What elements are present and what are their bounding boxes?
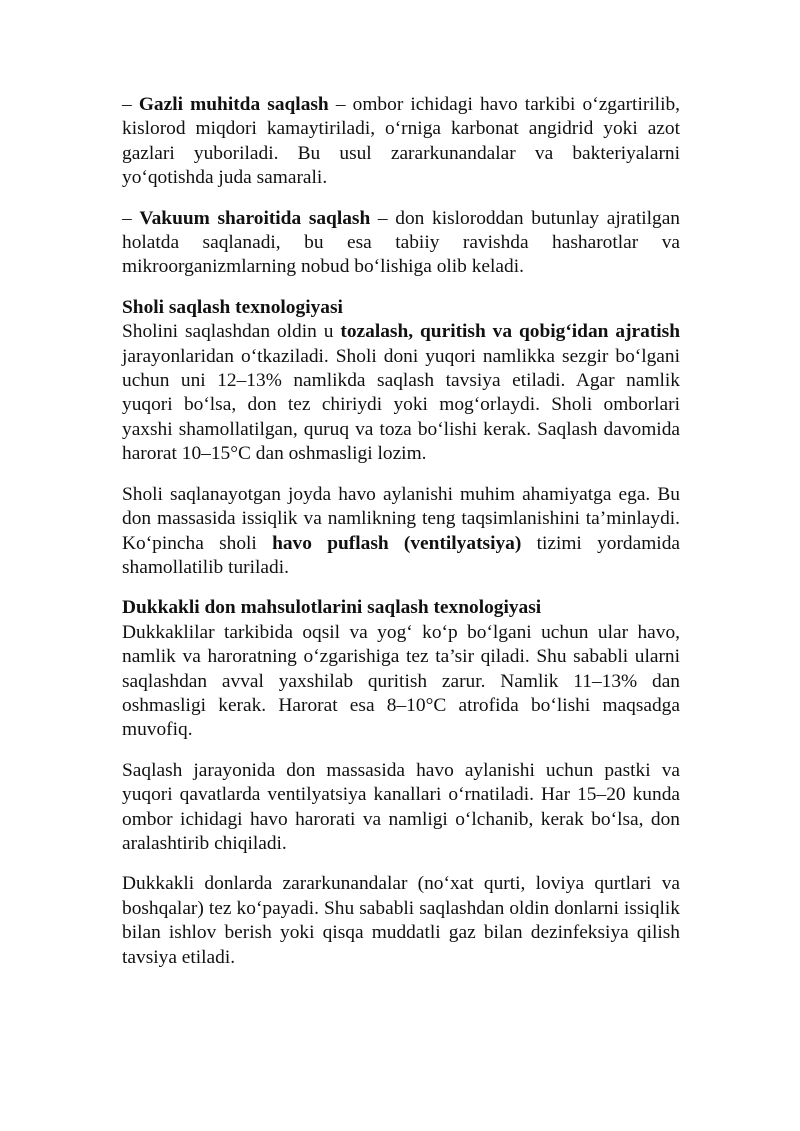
paragraph-text: tizimi yordamida shamollatilib turiladi. (122, 532, 680, 578)
paragraph-text: Sholini saqlashdan oldin u (122, 321, 341, 343)
heading-dukkakli: Dukkakli don mahsulotlarini saqlash texnologiyasi (122, 597, 542, 619)
paragraph-text: Sholi saqlanayotgan joyda havo aylanishi muhim ahamiyatga ega. Bu don massasida issiqlik va namlikning teng taqsimlanishini ta’minlaydi. Ko‘pincha sholi (122, 483, 680, 554)
term-ventilation: havo puflash (ventilyatsiya) (272, 532, 522, 554)
paragraph-dukkakli-1: Dukkaklilar tarkibida oqsil va yog‘ ko‘p bo‘lgani uchun ular havo, namlik va haroratning o‘zgarishiga tez ta’sir qiladi. Shu sababli ularni saqlashdan avval yaxshilab quritish zarur. Namlik 11–13% dan oshmasligi kerak. Harorat esa 8–10°C atrofida bo‘lishi maqsadga muvofiq. (122, 621, 680, 741)
list-dash: – (122, 207, 140, 229)
paragraph-sholi-1 (122, 320, 680, 466)
paragraph-dukkakli-3: Dukkakli donlarda zararkunandalar (no‘xat qurti, loviya qurtlari va boshqalar) tez ko‘payadi. Shu sababli saqlashdan oldin donlarni issiqlik bilan ishlov berish yoki qisqa muddatli gaz bilan dezinfeksiya qilish tavsiya etiladi. (122, 873, 680, 968)
paragraph-text: – ombor ichidagi havo tarkibi o‘zgartirilib, kislorod miqdori kamaytiriladi, o‘rniga karbonat angidrid yoki azot gazlari yuboriladi. Bu usul zararkunandalar va bakteriyalarni yo‘qotishda juda samarali. (122, 94, 680, 189)
paragraph-gas-storage (122, 93, 680, 191)
paragraph-vacuum-storage (122, 207, 680, 280)
list-dash: – (122, 94, 139, 115)
term-vacuum-storage: Vakuum sharoitida saqlash (139, 207, 371, 229)
paragraph-text: – don kisloroddan butunlay ajratilgan holatda saqlanadi, bu esa tabiiy ravishda hasharotlar va mikroorganizmlarning nobud bo‘lishiga olib keladi. (122, 207, 681, 278)
term-gas-storage: Gazli muhitda saqlash (138, 94, 329, 115)
document-page (122, 93, 680, 970)
paragraph-dukkakli-2: Saqlash jarayonida don massasida havo aylanishi uchun pastki va yuqori qavatlarda ventilyatsiya kanallari o‘rnatiladi. Har 15–20 kunda ombor ichidagi havo harorati va namligi o‘lchanib, kerak bo‘lsa, don aralashtirib chiqiladi. (122, 759, 680, 854)
term-processing: tozalash, quritish va qobig‘idan ajratish (340, 321, 680, 343)
paragraph-sholi-2 (122, 483, 680, 581)
paragraph-text: jarayonlaridan o‘tkaziladi. Sholi doni yuqori namlikka sezgir bo‘lgani uchun uni 12–13% namlikda saqlash tavsiya etiladi. Agar namlik yuqori bo‘lsa, don tez chiriydi yoki mog‘orlaydi. Sholi omborlari yaxshi shamollatilgan, quruq va toza bo‘lishi kerak. Saqlash davomida harorat 10–15°C dan oshmasligi lozim. (122, 345, 680, 465)
heading-sholi: Sholi saqlash texnologiyasi (122, 296, 343, 318)
